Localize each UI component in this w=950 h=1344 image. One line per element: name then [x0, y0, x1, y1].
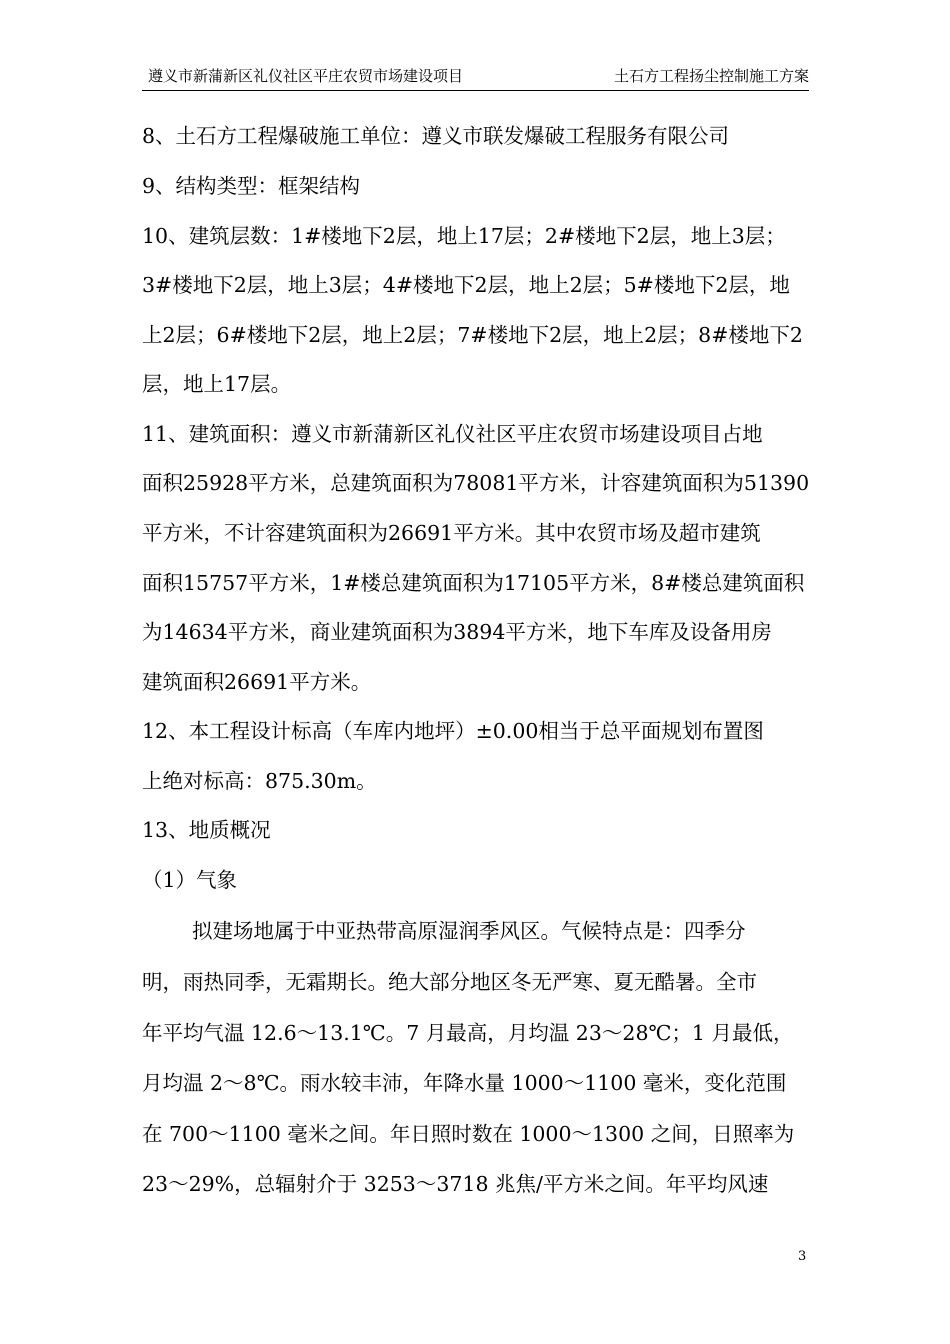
body-line: 10、建筑层数：1#楼地下2层，地上17层；2#楼地下2层，地上3层； — [142, 224, 786, 248]
body-line: 明，雨热同季，无霜期长。绝大部分地区冬无严寒、夏无酷暑。全市 — [142, 970, 757, 994]
header-project-name: 遵义市新蒲新区礼仪社区平庄农贸市场建设项目 — [148, 67, 464, 85]
body-line: 23～29%，总辐射介于 3253～3718 兆焦/平方米之间。年平均风速 — [142, 1172, 769, 1196]
page-header — [142, 66, 809, 91]
body-line: 在 700～1100 毫米之间。年日照时数在 1000～1300 之间，日照率为 — [142, 1122, 795, 1146]
body-line: 月均温 2～8℃。雨水较丰沛，年降水量 1000～1100 毫米，变化范围 — [142, 1071, 787, 1095]
subsection-heading: （1）气象 — [142, 868, 238, 892]
body-line: 平方米，不计容建筑面积为26691平方米。其中农贸市场及超市建筑 — [142, 521, 761, 545]
body-line: 建筑面积26691平方米。 — [142, 670, 372, 694]
body-line: 11、建筑面积：遵义市新蒲新区礼仪社区平庄农贸市场建设项目占地 — [142, 422, 763, 446]
body-line: 年平均气温 12.6～13.1℃。7 月最高，月均温 23～28℃；1 月最低， — [142, 1021, 794, 1045]
body-line: 拟建场地属于中亚热带高原湿润季风区。气候特点是：四季分 — [192, 919, 746, 943]
body-line: 上2层；6#楼地下2层，地上2层；7#楼地下2层，地上2层；8#楼地下2 — [142, 323, 803, 347]
body-line: 面积15757平方米，1#楼总建筑面积为17105平方米，8#楼总建筑面积 — [142, 571, 805, 595]
section-heading: 13、地质概况 — [142, 818, 271, 842]
page-number: 3 — [798, 1249, 807, 1264]
body-line: 12、本工程设计标高（车库内地坪）±0.00相当于总平面规划布置图 — [142, 719, 764, 743]
body-line: 面积25928平方米，总建筑面积为78081平方米，计容建筑面积为51390 — [142, 471, 810, 495]
body-line: 层，地上17层。 — [142, 372, 292, 396]
header-document-title: 土石方工程扬尘控制施工方案 — [613, 67, 809, 85]
body-line: 8、土石方工程爆破施工单位：遵义市联发爆破工程服务有限公司 — [142, 124, 730, 148]
body-line: 9、结构类型：框架结构 — [142, 174, 361, 198]
body-line: 3#楼地下2层，地上3层；4#楼地下2层，地上2层；5#楼地下2层，地 — [142, 273, 790, 297]
body-line: 为14634平方米，商业建筑面积为3894平方米，地下车库及设备用房 — [142, 620, 772, 644]
body-line: 上绝对标高：875.30m。 — [142, 769, 377, 793]
